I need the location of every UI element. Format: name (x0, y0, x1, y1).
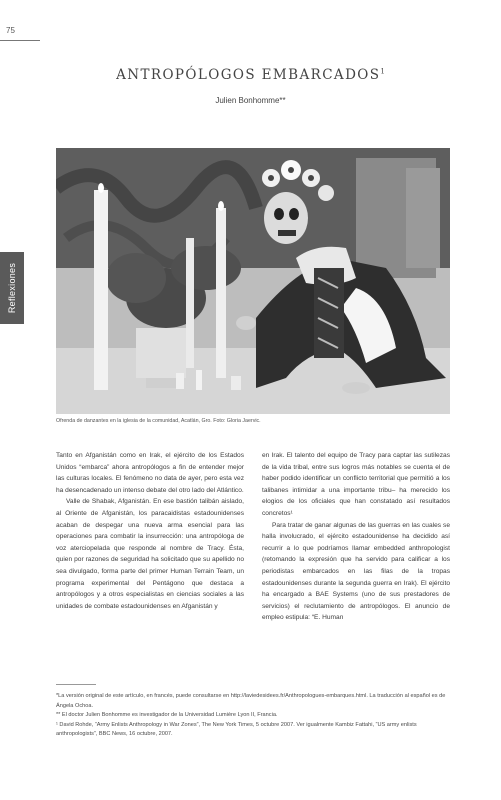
body-column-left (56, 450, 244, 612)
article-author: Julien Bonhomme** (215, 96, 286, 105)
footnote: ** El doctor Julien Bonhomme es investigador de la Universidad Lumière Lyon II, Francia. (56, 712, 278, 719)
section-tab (0, 252, 24, 324)
body-column-right (262, 450, 450, 624)
footnotes (56, 692, 450, 740)
header-rule (0, 40, 40, 41)
article-title-text: ANTROPÓLOGOS EMBARCADOS (116, 67, 381, 83)
page-number: 75 (6, 26, 15, 35)
footnote: *La versión original de este artículo, en francés, puede consultarse en http://laviedesidees.fr/Anthropologues-embarques.html. La traducción al español es de Ángela Ochoa. (56, 693, 446, 709)
paragraph: Valle de Shabak, Afganistán. En ese bastión talibán aislado, al Oriente de Afganistán, los paracaidistas estadounidenses acaban de despegar una nueva arma esencial para las operaciones para combatir la insurrección: una antropóloga de voz aterciopelada que responde al nombre de Tracy. Ésta, quien por razones de seguridad ha solicitado que su apellido no sea divulgado, forma parte del primer Human Terrain Team, un programa experimental del Pentágono que destaca a antropólogos y a otros especialistas en ciencias sociales a las unidades de combate estadounidenses en Afganistán y (56, 498, 244, 610)
article-photo (56, 148, 450, 414)
footnote-rule (56, 684, 96, 685)
photo-caption: Ofrenda de danzantes en la iglesia de la comunidad, Acatlán, Gro. Foto: Gloria Jaervic. (56, 418, 261, 424)
paragraph: Tanto en Afganistán como en Irak, el ejército de los Estados Unidos “embarca” ahora antropólogos a fin de entender mejor las culturas locales. El fenómeno no data de ayer, pero esta vez ha desencadenado un intenso debate del otro lado del Atlántico. (56, 452, 244, 494)
section-tab-label: Reflexiones (7, 262, 18, 314)
title-footnote-mark: 1 (380, 67, 385, 76)
footnote: ¹ David Rohde, “Army Enlists Anthropology in War Zones”, The New York Times, 5 octubre 2007. Ver igualmente Kambiz Fattahi, “US army enlists anthropologists”, BBC News, 16 octubre, 2007. (56, 721, 417, 738)
article-title (0, 67, 501, 83)
paragraph: Para tratar de ganar algunas de las guerras en las cuales se halla involucrado, el ejército estadounidense ha decidido así recurrir a lo que podríamos llamar embedded anthropologist (retomando la expresión que ha servido para calificar a los periodistas embarcados en las filas de la tropas estadounidenses durante la segunda guerra en Irak). El ejército ha encargado a BAE Systems (uno de sus prestadores de servicios) el reclutamiento de antropólogos. El anuncio de empleo estipula: “E. Human (262, 521, 450, 622)
photo-illustration (56, 148, 450, 414)
paragraph: en Irak. El talento del equipo de Tracy para captar las sutilezas de la vida tribal, entre sus logros más notables se cuenta el de haber podido identificar un conflicto territorial que permitió a los talibanes intimidar a una importante tribu– ha merecido los elogios de los oficiales que han constatado así resultados concretos¹ (262, 452, 450, 517)
